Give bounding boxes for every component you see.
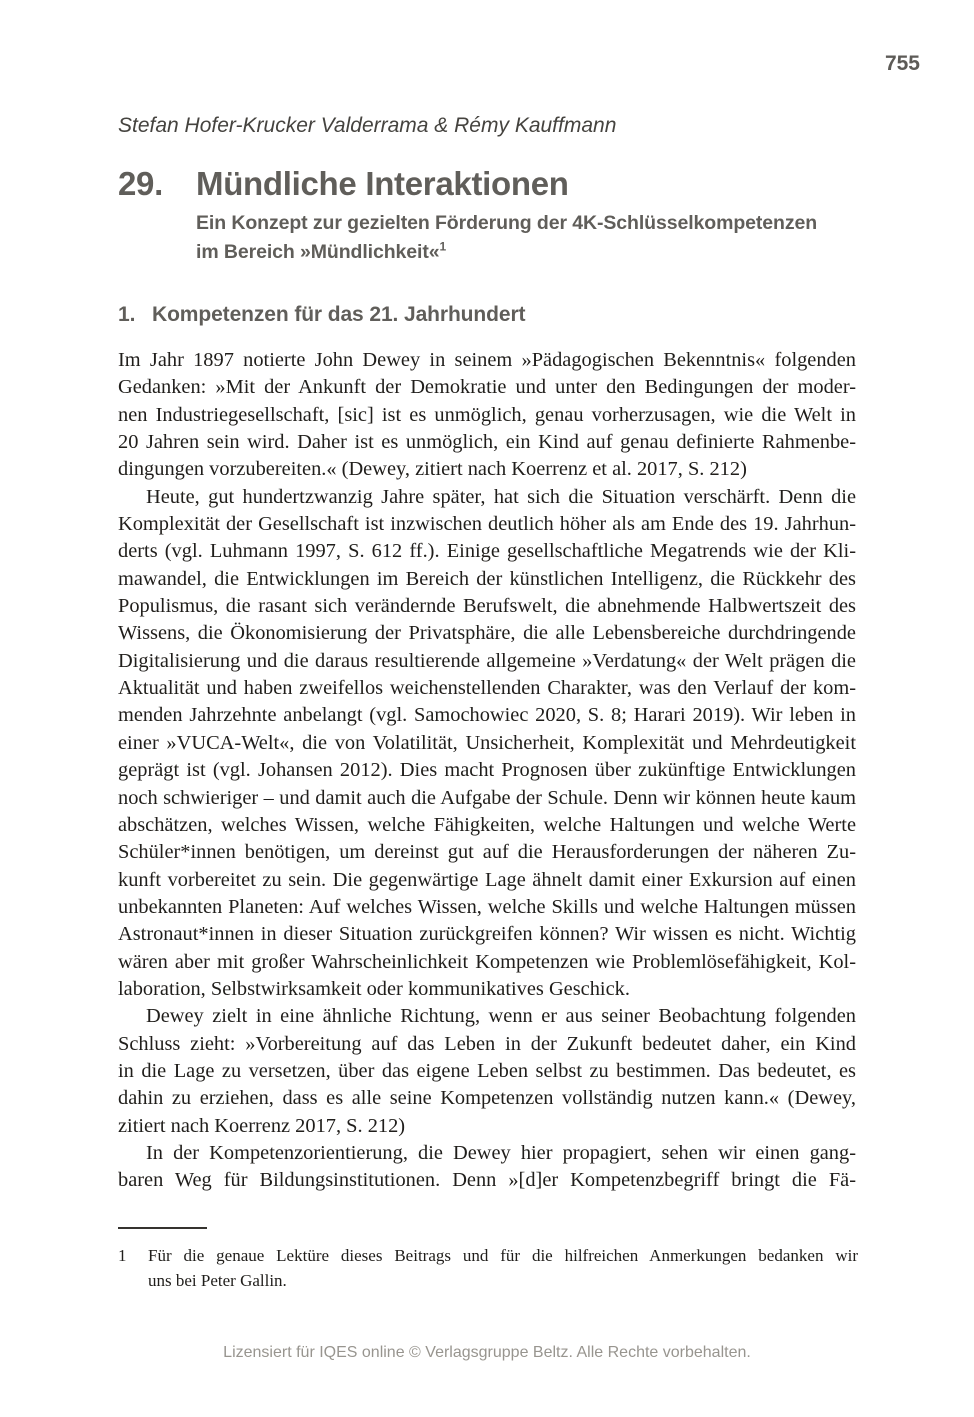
chapter-subtitle-line2-text: im Bereich »Mündlichkeit« [196,240,440,263]
chapter-number: 29. [118,165,163,202]
chapter-heading [118,166,878,266]
body-text [118,347,856,1195]
footnote-text [148,1243,858,1293]
text-line: dingungen vorzubereiten.« (Dewey, zitiert nach Koerrenz et al. 2017, S. 212) [118,458,747,481]
text-line: Schluss zieht: »Vorbereitung auf das Leben in der Zukunft bedeutet daher, ein Kind [118,1032,856,1055]
chapter-title-row [118,166,878,202]
text-line: nen Industriegesellschaft, [sic] ist es unmöglich, genau vorherzusagen, wie die Welt in [118,403,856,426]
text-line: 20 Jahren sein wird. Daher ist es unmöglich, ein Kind auf genau definierte Rahmenbe- [118,431,856,454]
paragraph [118,1140,856,1195]
footnote-text-line1: Für die genaue Lektüre dieses Beitrags und für die hilfreichen Anmerkungen bedanken wir [148,1246,858,1265]
text-line: Gedanken: »Mit der Ankunft der Demokratie und unter den Bedingungen der moder- [118,376,856,399]
footnote-text-line2: uns bei Peter Gallin. [148,1271,287,1290]
text-line: Astronaut*innen in dieser Situation zurückgreifen können? Wir wissen es nicht. Wichtig [118,923,856,946]
section-heading [118,303,525,327]
text-line: baren Weg für Bildungsinstitutionen. Denn »[d]er Kompetenzbegriff bringt die Fä- [118,1169,856,1192]
chapter-subtitle-line2 [196,238,878,267]
page-number: 755 [884,52,920,75]
text-line: Digitalisierung und die daraus resultierende allgemeine »Verdatung« der Welt prägen die [118,649,856,672]
text-line: kunft vorbereitet zu sein. Die gegenwärtige Lage ähnelt damit einer Exkursion auf einen [118,868,856,891]
authors-line: Stefan Hofer-Krucker Valderrama & Rémy Kauffmann [118,114,617,137]
text-line: geprägt ist (vgl. Johansen 2012). Dies macht Prognosen über zukünftige Entwicklungen [118,759,856,782]
text-line: Populismus, die rasant sich verändernde Berufswelt, die abnehmende Halbwertszeit des [118,595,856,618]
text-line: Wissens, die Ökonomisierung der Privatsphäre, die alle Lebensbereiche durchdringende [118,622,856,645]
text-line: abschätzen, welches Wissen, welche Fähigkeiten, welche Haltungen und welche Werte [118,813,856,836]
chapter-subtitle [196,209,878,266]
text-line: noch schwieriger – und damit auch die Aufgabe der Schule. Denn wir können heute kaum [118,786,856,809]
text-line: Im Jahr 1897 notierte John Dewey in seinem »Pädagogischen Bekenntnis« folgenden [118,349,856,371]
text-line: Komplexität der Gesellschaft ist inzwischen deutlich höher als am Ende des 19. Jahrhun- [118,513,856,536]
text-line: mawandel, die Entwicklungen im Bereich der künstlichen Intelligenz, die Rückkehr des [118,567,856,590]
text-line: Schüler*innen benötigen, um dereinst gut auf die Herausforderungen der näheren Zu- [118,841,856,864]
paragraph [118,1003,856,1140]
text-line: Dewey zielt in eine ähnliche Richtung, wenn er aus seiner Beobachtung folgenden [146,1005,856,1028]
paragraph [118,484,856,1004]
footnote-separator-rule [118,1227,207,1229]
footnote [118,1243,858,1293]
footnote-area [118,1227,858,1293]
chapter-title: Mündliche Interaktionen [196,165,569,202]
footnote-reference-marker: 1 [439,239,447,253]
section-title: Kompetenzen für das 21. Jahrhundert [152,303,526,326]
paragraph [118,347,856,484]
text-line: einer »VUCA-Welt«, die von Volatilität, Unsicherheit, Komplexität und Mehrdeutigkeit [118,731,856,754]
text-line: laboration, Selbstwirksamkeit oder kommunikatives Geschick. [118,977,630,1000]
text-line: dahin zu erziehen, dass es alle seine Kompetenzen vollständig nutzen kann.« (Dewey, [118,1087,856,1110]
text-line: unbekannten Planeten: Auf welches Wissen, welche Skills und welche Haltungen müssen [118,895,856,918]
footnote-number: 1 [118,1246,127,1265]
text-line: in die Lage zu versetzen, über das eigene Leben selbst zu bestimmen. Das bedeutet, es [118,1059,856,1082]
chapter-subtitle-line1: Ein Konzept zur gezielten Förderung der 4K-Schlüsselkompetenzen [196,212,818,234]
text-line: In der Kompetenzorientierung, die Dewey hier propagiert, sehen wir einen gang- [146,1141,856,1164]
text-line: derts (vgl. Luhmann 1997, S. 612 ff.). Einige gesellschaftliche Megatrends wie der Kli- [118,540,856,563]
section-number: 1. [118,303,136,326]
license-footer: Lizensiert für IQES online © Verlagsgruppe Beltz. Alle Rechte vorbehalten. [223,1344,751,1361]
text-line: wären aber mit großer Wahrscheinlichkeit Kompetenzen wie Problemlösefähigkeit, Kol- [118,950,856,973]
text-line: menden Jahrzehnte anbelangt (vgl. Samochowiec 2020, S. 8; Harari 2019). Wir leben in [118,704,856,727]
text-line: zitiert nach Koerrenz 2017, S. 212) [118,1114,406,1137]
text-line: Aktualität und haben zweifellos weichenstellenden Charakter, was den Verlauf der kom- [118,677,856,700]
text-line: Heute, gut hundertzwanzig Jahre später, hat sich die Situation verschärft. Denn die [146,485,856,508]
